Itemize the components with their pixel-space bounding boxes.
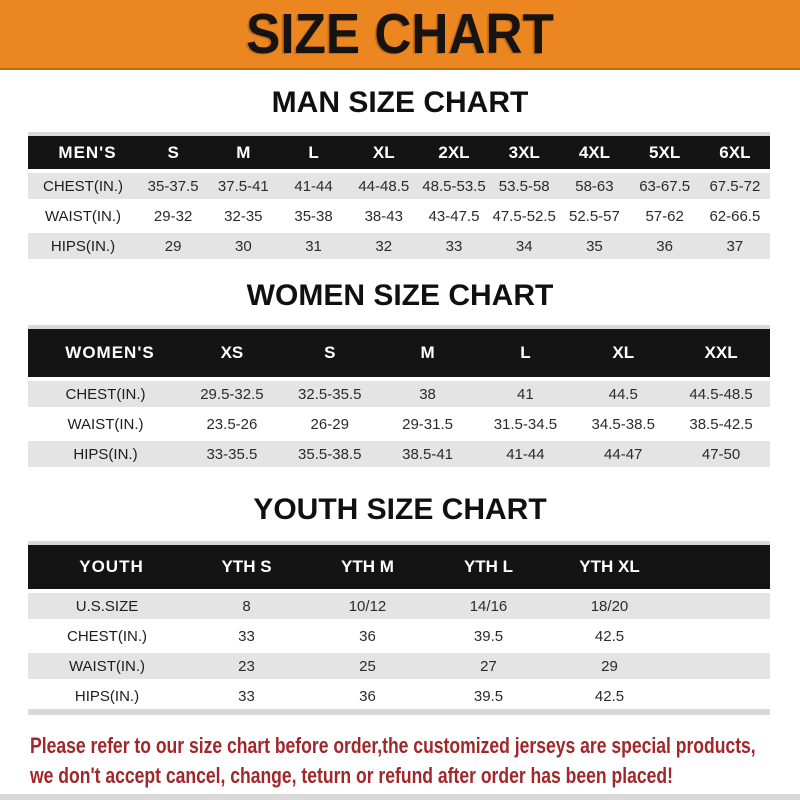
value-cell: 39.5 bbox=[428, 681, 549, 712]
women-size-table bbox=[28, 325, 770, 467]
men-corner-label: MEN'S bbox=[28, 134, 138, 171]
empty-cell bbox=[670, 621, 770, 651]
value-cell: 35-38 bbox=[278, 201, 348, 231]
value-cell: 44-48.5 bbox=[349, 171, 419, 201]
men-size-header-cell: L bbox=[278, 134, 348, 171]
value-cell: 23 bbox=[186, 651, 307, 681]
men-hips-row bbox=[28, 231, 770, 259]
disclaimer-line-1: Please refer to our size chart before order,the customized jerseys are special products, bbox=[30, 733, 756, 758]
bottom-edge-strip bbox=[0, 794, 800, 800]
value-cell: 26-29 bbox=[281, 409, 379, 439]
women-chest-row bbox=[28, 379, 770, 409]
row-label: WAIST(IN.) bbox=[28, 201, 138, 231]
value-cell: 29-32 bbox=[138, 201, 208, 231]
youth-size-header-cell: YTH XL bbox=[549, 543, 670, 591]
value-cell: 44.5-48.5 bbox=[672, 379, 770, 409]
value-cell: 35 bbox=[559, 231, 629, 259]
youth-section-title: YOUTH SIZE CHART bbox=[253, 493, 547, 526]
youth-header-row bbox=[28, 543, 770, 591]
men-header-row bbox=[28, 134, 770, 171]
value-cell: 33 bbox=[186, 681, 307, 712]
value-cell: 32 bbox=[349, 231, 419, 259]
section-youth bbox=[0, 493, 800, 715]
women-waist-row bbox=[28, 409, 770, 439]
value-cell: 41 bbox=[476, 379, 574, 409]
row-label: CHEST(IN.) bbox=[28, 379, 183, 409]
value-cell: 37.5-41 bbox=[208, 171, 278, 201]
row-label: CHEST(IN.) bbox=[28, 171, 138, 201]
value-cell: 27 bbox=[428, 651, 549, 681]
value-cell: 14/16 bbox=[428, 591, 549, 621]
women-size-header-cell: XL bbox=[574, 327, 672, 379]
value-cell: 18/20 bbox=[549, 591, 670, 621]
banner-title: SIZE CHART bbox=[246, 2, 554, 66]
value-cell: 44.5 bbox=[574, 379, 672, 409]
row-label: HIPS(IN.) bbox=[28, 439, 183, 467]
value-cell: 58-63 bbox=[559, 171, 629, 201]
youth-size-header-cell: YTH M bbox=[307, 543, 428, 591]
men-size-header-cell: 3XL bbox=[489, 134, 559, 171]
value-cell: 29 bbox=[138, 231, 208, 259]
youth-size-table bbox=[28, 541, 770, 715]
women-size-header-cell: L bbox=[476, 327, 574, 379]
men-section-title: MAN SIZE CHART bbox=[271, 86, 529, 119]
value-cell: 38-43 bbox=[349, 201, 419, 231]
value-cell: 42.5 bbox=[549, 621, 670, 651]
men-size-header-cell: XL bbox=[349, 134, 419, 171]
value-cell: 48.5-53.5 bbox=[419, 171, 489, 201]
value-cell: 32.5-35.5 bbox=[281, 379, 379, 409]
row-label: HIPS(IN.) bbox=[28, 681, 186, 712]
value-cell: 35.5-38.5 bbox=[281, 439, 379, 467]
value-cell: 34 bbox=[489, 231, 559, 259]
value-cell: 62-66.5 bbox=[700, 201, 770, 231]
women-size-header-cell: XS bbox=[183, 327, 281, 379]
disclaimer-line-1-wrap bbox=[30, 731, 800, 761]
value-cell: 38.5-41 bbox=[379, 439, 477, 467]
value-cell: 33 bbox=[186, 621, 307, 651]
value-cell: 29-31.5 bbox=[379, 409, 477, 439]
value-cell: 44-47 bbox=[574, 439, 672, 467]
value-cell: 41-44 bbox=[476, 439, 574, 467]
value-cell: 31 bbox=[278, 231, 348, 259]
youth-size-header-cell: YTH S bbox=[186, 543, 307, 591]
value-cell: 47.5-52.5 bbox=[489, 201, 559, 231]
men-size-header-cell: 6XL bbox=[700, 134, 770, 171]
value-cell: 8 bbox=[186, 591, 307, 621]
value-cell: 34.5-38.5 bbox=[574, 409, 672, 439]
value-cell: 38.5-42.5 bbox=[672, 409, 770, 439]
disclaimer-line-2-wrap bbox=[30, 761, 800, 791]
women-hips-row bbox=[28, 439, 770, 467]
row-label: HIPS(IN.) bbox=[28, 231, 138, 259]
value-cell: 33-35.5 bbox=[183, 439, 281, 467]
youth-chest-row bbox=[28, 621, 770, 651]
men-size-header-cell: 5XL bbox=[630, 134, 700, 171]
men-size-header-cell: 4XL bbox=[559, 134, 629, 171]
value-cell: 29 bbox=[549, 651, 670, 681]
row-label: WAIST(IN.) bbox=[28, 409, 183, 439]
value-cell: 38 bbox=[379, 379, 477, 409]
value-cell: 52.5-57 bbox=[559, 201, 629, 231]
section-women bbox=[0, 279, 800, 467]
women-corner-label: WOMEN'S bbox=[28, 327, 183, 379]
row-label: WAIST(IN.) bbox=[28, 651, 186, 681]
size-chart-banner bbox=[0, 0, 800, 70]
value-cell: 36 bbox=[630, 231, 700, 259]
value-cell: 35-37.5 bbox=[138, 171, 208, 201]
youth-waist-row bbox=[28, 651, 770, 681]
value-cell: 53.5-58 bbox=[489, 171, 559, 201]
value-cell: 63-67.5 bbox=[630, 171, 700, 201]
value-cell: 10/12 bbox=[307, 591, 428, 621]
disclaimer-note bbox=[30, 731, 800, 791]
value-cell: 41-44 bbox=[278, 171, 348, 201]
men-size-table bbox=[28, 132, 770, 259]
section-men bbox=[0, 86, 800, 259]
value-cell: 31.5-34.5 bbox=[476, 409, 574, 439]
empty-cell bbox=[670, 591, 770, 621]
value-cell: 37 bbox=[700, 231, 770, 259]
women-size-header-cell: S bbox=[281, 327, 379, 379]
value-cell: 36 bbox=[307, 681, 428, 712]
row-label: U.S.SIZE bbox=[28, 591, 186, 621]
men-size-header-cell: 2XL bbox=[419, 134, 489, 171]
youth-size-header-cell: YTH L bbox=[428, 543, 549, 591]
men-waist-row bbox=[28, 201, 770, 231]
row-label: CHEST(IN.) bbox=[28, 621, 186, 651]
value-cell: 23.5-26 bbox=[183, 409, 281, 439]
value-cell: 25 bbox=[307, 651, 428, 681]
women-section-title: WOMEN SIZE CHART bbox=[246, 279, 554, 312]
value-cell: 42.5 bbox=[549, 681, 670, 712]
women-size-header-cell: M bbox=[379, 327, 477, 379]
women-header-row bbox=[28, 327, 770, 379]
men-size-header-cell: M bbox=[208, 134, 278, 171]
men-size-header-cell: S bbox=[138, 134, 208, 171]
value-cell: 39.5 bbox=[428, 621, 549, 651]
empty-cell bbox=[670, 543, 770, 591]
empty-cell bbox=[670, 681, 770, 712]
value-cell: 29.5-32.5 bbox=[183, 379, 281, 409]
value-cell: 47-50 bbox=[672, 439, 770, 467]
value-cell: 30 bbox=[208, 231, 278, 259]
value-cell: 33 bbox=[419, 231, 489, 259]
youth-corner-label: YOUTH bbox=[28, 543, 186, 591]
youth-ussize-row bbox=[28, 591, 770, 621]
men-chest-row bbox=[28, 171, 770, 201]
value-cell: 43-47.5 bbox=[419, 201, 489, 231]
value-cell: 36 bbox=[307, 621, 428, 651]
women-size-header-cell: XXL bbox=[672, 327, 770, 379]
value-cell: 57-62 bbox=[630, 201, 700, 231]
empty-cell bbox=[670, 651, 770, 681]
value-cell: 67.5-72 bbox=[700, 171, 770, 201]
value-cell: 32-35 bbox=[208, 201, 278, 231]
youth-hips-row bbox=[28, 681, 770, 712]
disclaimer-line-2: we don't accept cancel, change, teturn or refund after order has been placed! bbox=[30, 763, 673, 788]
